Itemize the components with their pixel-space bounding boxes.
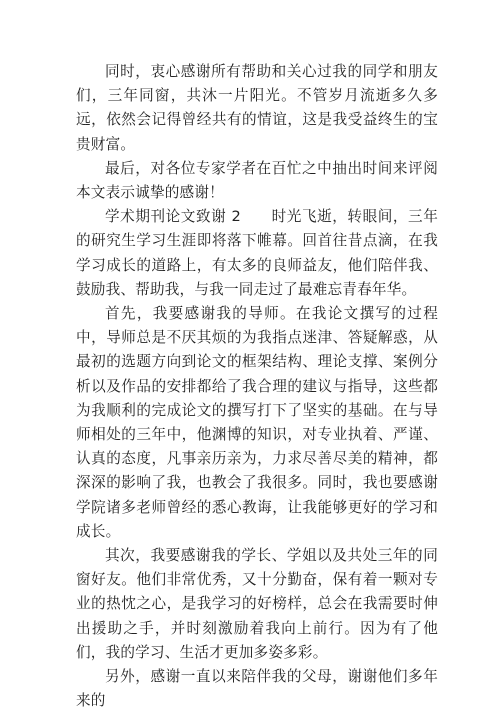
paragraph-thanks-reviewers: 最后，对各位专家学者在百忙之中抽出时间来评阅本文表示诚挚的感谢！ bbox=[76, 159, 438, 202]
paragraph-thanks-parents: 另外，感谢一直以来陪伴我的父母，谢谢他们多年来的 bbox=[76, 668, 438, 710]
paragraph-thanks-seniors: 其次，我要感谢我的学长、学姐以及共处三年的同窗好友。他们非常优秀，又十分勤奋，保有着一颗对专业的热忱之心，是我学习的好榜样，总会在我需要时伸出援助之手，并时刻激励着我向上前行。因为有了他们，我的学习、生活才更加多姿多彩。 bbox=[76, 547, 438, 661]
paragraph-thanks-classmates: 同时，衷心感谢所有帮助和关心过我的同学和朋友们，三年同窗，共沐一片阳光。不管岁月流逝多久多远，依然会记得曾经共有的情谊，这是我受益终生的宝贵财富。 bbox=[76, 63, 438, 153]
paragraph-sample-2-intro: 学术期刊论文致谢 2 时光飞逝，转眼间，三年的研究生学习生涯即将落下帷幕。回首往昔点滴，在我学习成长的道路上，有太多的良师益友，他们陪伴我、鼓励我、帮助我，与我一同走过了最难忘青春年华。 bbox=[76, 208, 438, 298]
paragraph-thanks-advisor: 首先，我要感谢我的导师。在我论文撰写的过程中，导师总是不厌其烦的为我指点迷津、答疑解惑，从最初的选题方向到论文的框架结构、理论支撑、案例分析以及作品的安排都给了我合理的建议与指导，这些都为我顺利的完成论文的撰写打下了坚实的基础。在与导师相处的三年中，他渊博的知识，对专业执着、严谨、认真的态度，凡事亲历亲为，力求尽善尽美的精神，都深深的影响了我，也教会了我很多。同时，我也要感谢学院诸多老师曾经的悉心教诲，让我能够更好的学习和成长。 bbox=[76, 305, 438, 540]
